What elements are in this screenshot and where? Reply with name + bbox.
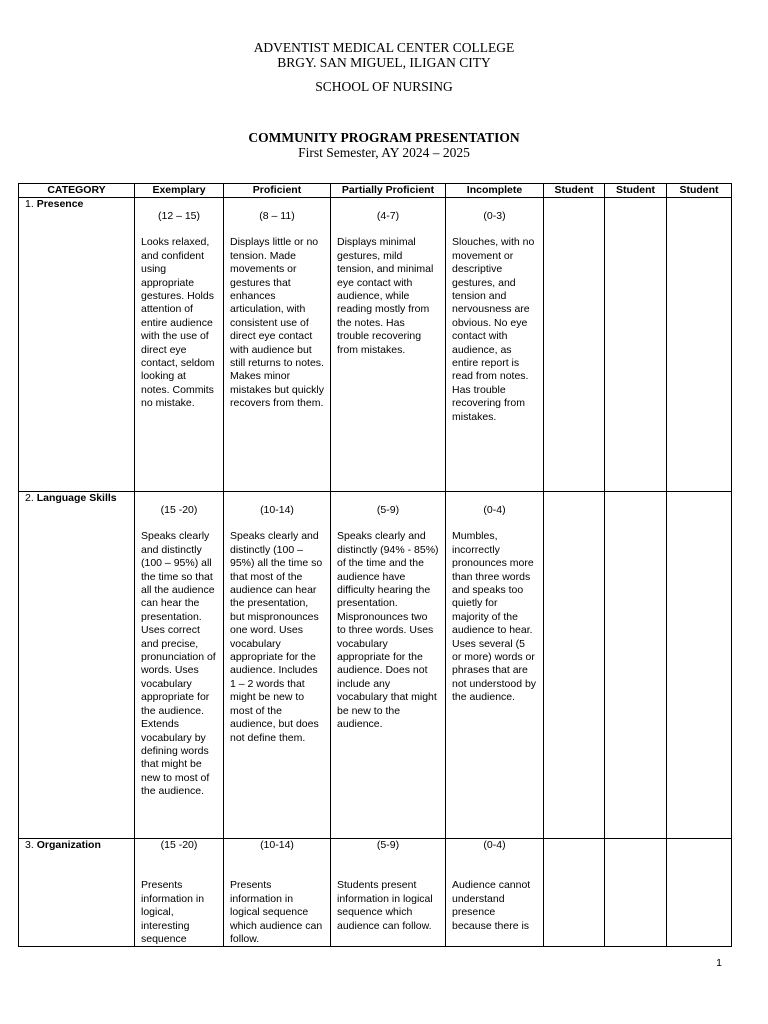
proficient-cell: [224, 839, 331, 947]
category-number: 2.: [25, 492, 34, 504]
points-range: (4-7): [376, 210, 400, 222]
points-range: (15 -20): [160, 504, 198, 516]
category-cell: [19, 492, 135, 839]
page-number: 1: [716, 957, 722, 969]
header-proficient: Proficient: [224, 184, 331, 198]
header-row: [19, 184, 732, 198]
partial-cell: [331, 198, 446, 492]
criteria-text: Looks relaxed, and confident using appropriate gestures. Holds attention of entire audience with the use of direct eye contact, seldom looking at notes. Commits no mistake.: [141, 236, 215, 410]
criteria-text: Slouches, with no movement or descriptive gestures, and tension and nervousness are obvious. No eye contact with audience, as entire report is read from notes. Has trouble recovering from mistakes.: [452, 236, 535, 423]
partial-cell: [331, 839, 446, 947]
student-score-cell[interactable]: [544, 839, 605, 947]
criteria-text: Presents information in logical, interesting sequence: [141, 879, 205, 946]
category-label: Language Skills: [36, 492, 117, 504]
student-score-cell[interactable]: [605, 198, 667, 492]
student-score-cell[interactable]: [667, 839, 732, 947]
points-range: (12 – 15): [157, 210, 201, 222]
table-row: [19, 492, 732, 839]
header-student-1: Student: [544, 184, 605, 198]
header-incomplete: Incomplete: [446, 184, 544, 198]
criteria-text: Displays minimal gestures, mild tension, and minimal eye contact with audience, while reading mostly from the notes. Has trouble recovering from mistakes.: [337, 236, 434, 356]
student-score-cell[interactable]: [667, 198, 732, 492]
student-score-cell[interactable]: [544, 198, 605, 492]
student-score-cell[interactable]: [605, 839, 667, 947]
points-range: (10-14): [260, 504, 294, 516]
header-category: CATEGORY: [19, 184, 135, 198]
points-range: (5-9): [376, 504, 400, 516]
college-name: ADVENTIST MEDICAL CENTER COLLEGE: [253, 40, 515, 55]
proficient-cell: [224, 198, 331, 492]
header-student-2: Student: [605, 184, 667, 198]
student-score-cell[interactable]: [544, 492, 605, 839]
semester-label: First Semester, AY 2024 – 2025: [298, 145, 470, 160]
points-range: (5-9): [376, 839, 400, 851]
criteria-text: Speaks clearly and distinctly (100 – 95%) all the time so that most of the audience can hear the presentation, but mispronounces one word. Uses vocabulary appropriate for the audience. Includes 1 – 2 words that might be new to most of the audience, but does not define them.: [230, 530, 323, 744]
rubric-table: [18, 183, 732, 947]
category-number: 1.: [25, 198, 34, 210]
points-range: (0-4): [483, 839, 506, 851]
proficient-cell: [224, 492, 331, 839]
header-exemplary: Exemplary: [135, 184, 224, 198]
criteria-text: Speaks clearly and distinctly (100 – 95%) all the time so that all the audience can hear the presentation. Uses correct and precise, pronunciation of words. Uses vocabulary appropriate for the audience. Extends vocabulary by defining words that might be new to most of the audience.: [141, 530, 216, 798]
category-label: Organization: [36, 839, 101, 851]
category-label: Presence: [36, 198, 84, 210]
incomplete-cell: [446, 839, 544, 947]
criteria-text: Speaks clearly and distinctly (94% - 85%) of the time and the audience have difficulty hearing the presentation. Mispronounces two to three words. Uses vocabulary appropriate for the audience. Does not include any vocabulary that might be new to the audience.: [337, 530, 439, 731]
header-student-3: Student: [667, 184, 732, 198]
category-cell: [19, 839, 135, 947]
college-address: BRGY. SAN MIGUEL, ILIGAN CITY: [277, 55, 491, 70]
points-range: (0-3): [483, 210, 506, 222]
incomplete-cell: [446, 198, 544, 492]
header-partially-proficient: Partially Proficient: [331, 184, 446, 198]
criteria-text: Mumbles, incorrectly pronounces more than three words and speaks too quietly for majority of the audience to hear. Uses several (5 or more) words or phrases that are not understood by the audience.: [452, 530, 537, 704]
exemplary-cell: [135, 839, 224, 947]
table-row: [19, 198, 732, 492]
category-number: 3.: [25, 839, 34, 851]
incomplete-cell: [446, 492, 544, 839]
partial-cell: [331, 492, 446, 839]
points-range: (8 – 11): [259, 210, 295, 222]
category-cell: [19, 198, 135, 492]
student-score-cell[interactable]: [667, 492, 732, 839]
criteria-text: Presents information in logical sequence which audience can follow.: [230, 879, 323, 946]
points-range: (15 -20): [160, 839, 198, 851]
school-name: SCHOOL OF NURSING: [315, 79, 453, 94]
points-range: (10-14): [260, 839, 294, 851]
criteria-text: Students present information in logical sequence which audience can follow.: [337, 879, 433, 932]
student-score-cell[interactable]: [605, 492, 667, 839]
exemplary-cell: [135, 492, 224, 839]
document-title: COMMUNITY PROGRAM PRESENTATION: [248, 130, 520, 145]
criteria-text: Displays little or no tension. Made movements or gestures that enhances articulation, with consistent use of direct eye contact with audience but still returns to notes. Makes minor mistakes but quickly recovers from them.: [230, 236, 324, 410]
table-row: [19, 839, 732, 947]
criteria-text: Audience cannot understand presence because there is: [452, 879, 531, 932]
points-range: (0-4): [483, 504, 506, 516]
exemplary-cell: [135, 198, 224, 492]
